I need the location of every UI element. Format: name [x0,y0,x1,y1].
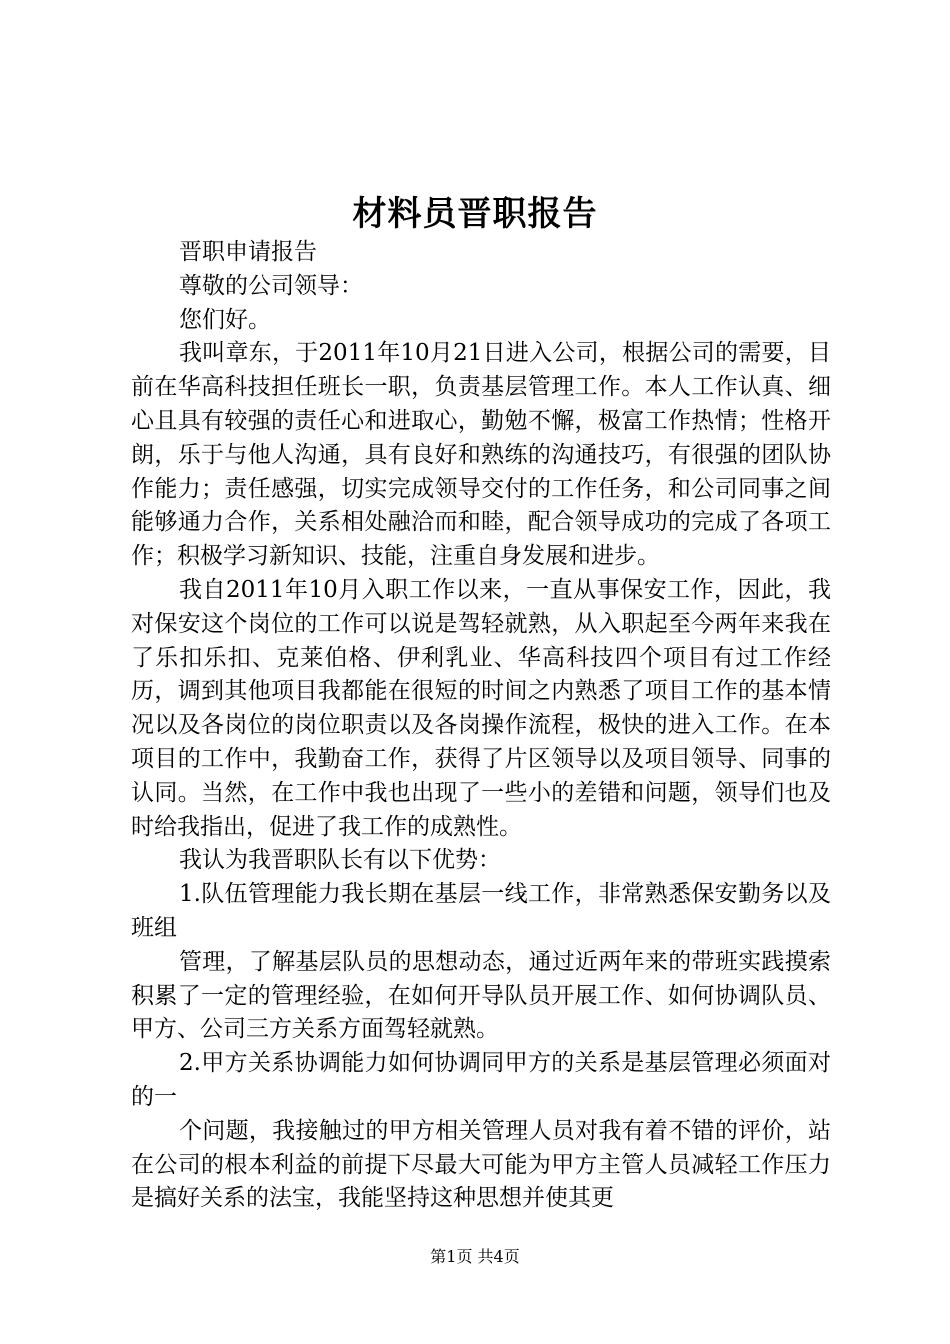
paragraph: 我叫章东，于2011年10月21日进入公司，根据公司的需要，目前在华高科技担任班长一职，负责基层管理工作。本人工作认真、细心且具有较强的责任心和进取心，勤勉不懈，极富工作热情；性格开朗，乐于与他人沟通，具有良好和熟练的沟通技巧，有很强的团队协作能力；责任感强，切实完成领导交付的工作任务，和公司同事之间能够通力合作，关系相处融洽而和睦，配合领导成功的完成了各项工作；积极学习新知识、技能，注重自身发展和进步。 [131,340,831,570]
paragraph: 2.甲方关系协调能力如何协调同甲方的关系是基层管理必须面对的一 [131,1050,831,1110]
paragraph: 您们好。 [179,306,271,333]
document-title: 材料员晋职报告 [352,194,598,234]
paragraph: 管理，了解基层队员的思想动态，通过近两年来的带班实践摸索积累了一定的管理经验，在如何开导队员开展工作、如何协调队员、甲方、公司三方关系方面驾轻就熟。 [131,948,831,1043]
paragraph: 我自2011年10月入职工作以来，一直从事保安工作，因此，我对保安这个岗位的工作可以说是驾轻就熟，从入职起至今两年来我在了乐扣乐扣、克莱伯格、伊利乳业、华高科技四个项目有过工作经历，调到其他项目我都能在很短的时间之内熟悉了项目工作的基本情况以及各岗位的岗位职责以及各岗操作流程，极快的进入工作。在本项目的工作中，我勤奋工作，获得了片区领导以及项目领导、同事的认同。当然，在工作中我也出现了一些小的差错和问题，领导们也及时给我指出，促进了我工作的成熟性。 [131,576,831,840]
paragraph: 个问题，我接触过的甲方相关管理人员对我有着不错的评价，站在公司的根本利益的前提下尽最大可能为甲方主管人员减轻工作压力是搞好关系的法宝，我能坚持这种思想并使其更 [131,1117,831,1212]
page-footer: 第1页 共4页 [430,1247,520,1266]
paragraph: 1.队伍管理能力我长期在基层一线工作，非常熟悉保安勤务以及班组 [131,881,831,941]
paragraph: 尊敬的公司领导： [179,272,363,299]
paragraph: 我认为我晋职队长有以下优势： [179,847,501,874]
paragraph: 晋职申请报告 [179,239,317,265]
document-body [131,236,831,1216]
